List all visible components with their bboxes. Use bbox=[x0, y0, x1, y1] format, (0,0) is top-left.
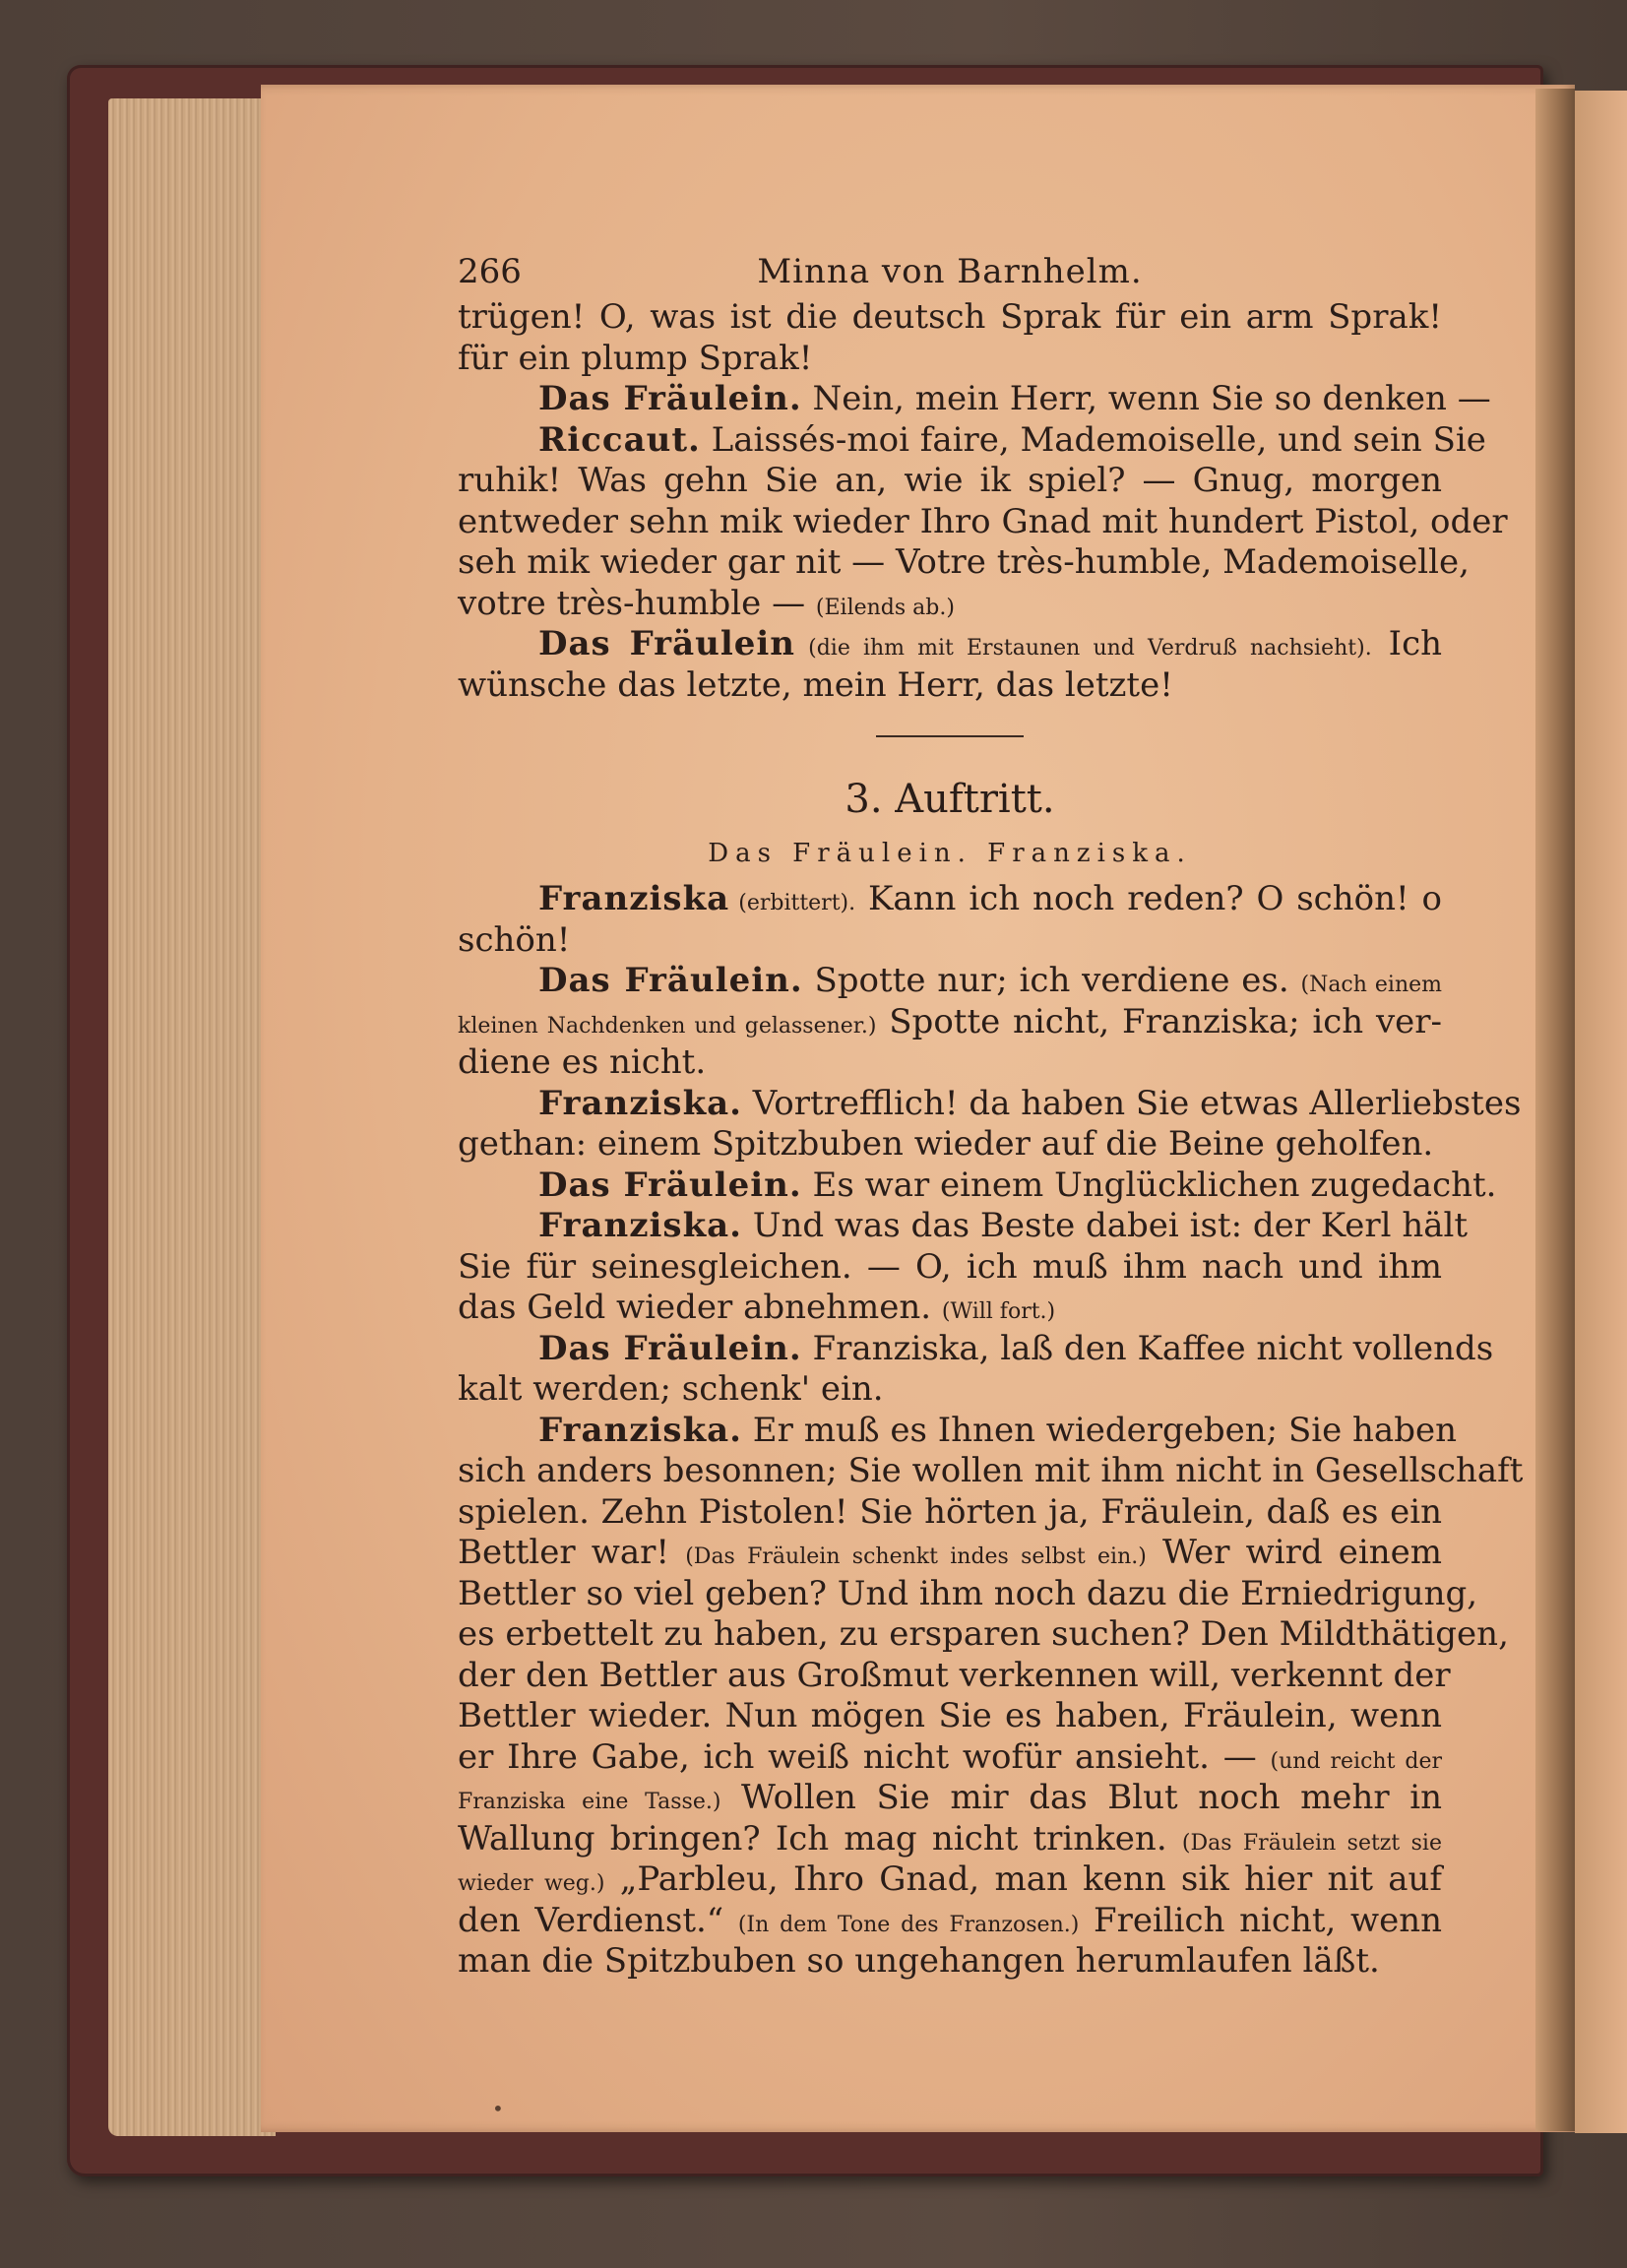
line-text: entweder sehn mik wieder Ihro Gnad mit hundert Pistol, oder bbox=[458, 501, 1508, 541]
line-text: Bettler wieder. Nun mögen Sie es haben, Fräulein, wenn bbox=[458, 1696, 1442, 1735]
stage-direction: kleinen Nachdenken und gelassener.) bbox=[458, 1013, 877, 1039]
line-text: Spotte nicht, Franziska; ich ver- bbox=[876, 1001, 1443, 1041]
speaker-name: Riccaut. bbox=[538, 419, 701, 460]
speaker-name: Das Fräulein. bbox=[538, 379, 802, 418]
book-gutter bbox=[1535, 89, 1575, 2131]
stage-direction: wieder weg.) bbox=[458, 1871, 605, 1896]
text-line bbox=[458, 1819, 1442, 1860]
dialogue-before-scene bbox=[458, 297, 1508, 706]
line-text: Freilich nicht, wenn bbox=[1079, 1900, 1442, 1940]
section-divider bbox=[876, 735, 1024, 737]
text-line bbox=[458, 665, 1442, 707]
text-line bbox=[458, 1451, 1524, 1492]
line-text: er Ihre Gabe, ich weiß nicht wofür ansieht. — bbox=[458, 1736, 1271, 1777]
text-line bbox=[458, 584, 1442, 625]
text-line bbox=[458, 1369, 1442, 1411]
speaker-name: Franziska bbox=[538, 879, 730, 918]
line-text: votre très-humble — bbox=[458, 583, 816, 623]
line-text: Vortrefflich! da haben Sie etwas Allerliebstes bbox=[742, 1083, 1522, 1123]
line-text: Er muß es Ihnen wiedergeben; Sie haben bbox=[742, 1410, 1457, 1450]
text-line bbox=[458, 1778, 1442, 1819]
text-line bbox=[458, 379, 1491, 420]
line-text: für ein plump Sprak! bbox=[458, 338, 813, 378]
text-line bbox=[458, 1124, 1442, 1166]
text-line bbox=[458, 1042, 1442, 1084]
line-text: spielen. Zehn Pistolen! Sie hörten ja, Fräulein, daß es ein bbox=[458, 1491, 1442, 1532]
text-line bbox=[458, 297, 1442, 339]
running-title: Minna von Barnhelm. bbox=[757, 252, 1143, 291]
line-text: ruhik! Was gehn Sie an, wie ik spiel? — Gnug, morgen bbox=[458, 461, 1442, 500]
line-text: Wollen Sie mir das Blut noch mehr in bbox=[720, 1778, 1443, 1817]
line-text: seh mik wieder gar nit — Votre très-humble, Mademoiselle, bbox=[458, 542, 1470, 582]
line-text: es erbettelt zu haben, zu ersparen suchen? Den Mildthätigen, bbox=[458, 1614, 1509, 1654]
line-text: Es war einem Unglücklichen zugedacht. bbox=[801, 1165, 1497, 1205]
stage-direction: (und reicht der bbox=[1270, 1748, 1442, 1774]
line-text: gethan: einem Spitzbuben wieder auf die Beine geholfen. bbox=[458, 1124, 1434, 1164]
line-text: Laissés-moi faire, Mademoiselle, und sein Sie bbox=[700, 419, 1486, 460]
line-text: „Parbleu, Ihro Gnad, man kenn sik hier nit auf bbox=[604, 1859, 1443, 1899]
text-line bbox=[458, 879, 1442, 920]
line-text: Kann ich noch reden? O schön! o bbox=[855, 879, 1442, 918]
page-edges bbox=[108, 98, 276, 2136]
text-line bbox=[458, 1696, 1442, 1737]
text-line bbox=[458, 1206, 1469, 1247]
speaker-name: Franziska. bbox=[538, 1206, 742, 1245]
line-text: Nein, mein Herr, wenn Sie so denken — bbox=[801, 379, 1491, 418]
stage-direction: (Eilends ab.) bbox=[815, 595, 955, 620]
text-line bbox=[458, 624, 1442, 665]
speaker-name: Franziska. bbox=[538, 1083, 742, 1123]
line-text: kalt werden; schenk' ein. bbox=[458, 1369, 884, 1409]
running-head bbox=[458, 246, 1442, 297]
text-line bbox=[458, 1614, 1509, 1656]
stage-direction: Franziska eine Tasse.) bbox=[458, 1790, 721, 1814]
line-text: Und was das Beste dabei ist: der Kerl hält bbox=[742, 1206, 1469, 1245]
speaker-name: Das Fräulein. bbox=[538, 961, 803, 1000]
text-line bbox=[458, 1002, 1442, 1043]
text-line bbox=[458, 1737, 1442, 1779]
line-text: Wer wird einem bbox=[1146, 1533, 1442, 1572]
scene-title: 3. Auftritt. bbox=[845, 777, 1055, 822]
stage-direction: (Will fort.) bbox=[941, 1299, 1056, 1324]
text-line bbox=[458, 1083, 1522, 1125]
stage-direction: (Das Fräulein setzt sie bbox=[1181, 1830, 1442, 1856]
text-line bbox=[458, 961, 1442, 1002]
text-line bbox=[458, 920, 1442, 962]
dialogue-after-scene bbox=[458, 879, 1524, 1983]
text-line bbox=[458, 1165, 1497, 1207]
text-line bbox=[458, 1247, 1442, 1289]
line-text: Ich bbox=[1371, 624, 1443, 663]
text-line bbox=[458, 1533, 1442, 1574]
stage-direction: (In dem Tone des Franzosen.) bbox=[737, 1912, 1080, 1937]
text-line bbox=[458, 1410, 1457, 1452]
stage-direction: (die ihm mit Erstaunen und Verdruß nachsieht). bbox=[795, 636, 1372, 661]
text-line bbox=[458, 1328, 1494, 1370]
line-text: Sie für seinesgleichen. — O, ich muß ihm nach und ihm bbox=[458, 1246, 1442, 1287]
text-line bbox=[458, 419, 1486, 462]
page-text bbox=[458, 246, 1524, 1983]
stage-direction: (erbittert). bbox=[729, 891, 856, 915]
text-line bbox=[458, 501, 1508, 543]
speaker-name: Das Fräulein. bbox=[538, 1165, 802, 1205]
line-text: wünsche das letzte, mein Herr, das letzte! bbox=[458, 664, 1173, 705]
text-line bbox=[458, 461, 1442, 502]
line-text: diene es nicht. bbox=[458, 1042, 707, 1082]
scene-cast: Das Fräulein. Franziska. bbox=[708, 839, 1192, 868]
line-text: den Verdienst.“ bbox=[458, 1900, 738, 1940]
line-text: Wallung bringen? Ich mag nicht trinken. bbox=[458, 1818, 1182, 1858]
speaker-name: Das Fräulein bbox=[538, 624, 796, 663]
line-text: schön! bbox=[458, 919, 571, 960]
text-line bbox=[458, 1573, 1478, 1615]
text-line bbox=[458, 1492, 1442, 1534]
line-text: man die Spitzbuben so ungehangen herumlaufen läßt. bbox=[458, 1941, 1380, 1981]
text-line bbox=[458, 1859, 1442, 1901]
text-line bbox=[458, 1941, 1442, 1983]
line-text: Franziska, laß den Kaffee nicht vollends bbox=[801, 1328, 1494, 1368]
line-text: das Geld wieder abnehmen. bbox=[458, 1288, 942, 1327]
page-number: 266 bbox=[458, 252, 522, 291]
stage-direction: (Das Fräulein schenkt indes selbst ein.) bbox=[685, 1544, 1147, 1569]
line-text: sich anders besonnen; Sie wollen mit ihm nicht in Gesellschaft bbox=[458, 1451, 1524, 1490]
stage-direction: (Nach einem bbox=[1300, 973, 1443, 997]
line-text: Spotte nur; ich verdiene es. bbox=[802, 961, 1301, 1000]
text-line bbox=[458, 542, 1470, 584]
line-text: der den Bettler aus Großmut verkennen will, verkennt der bbox=[458, 1655, 1451, 1695]
line-text: Bettler war! bbox=[458, 1533, 686, 1572]
text-line bbox=[458, 1288, 1442, 1329]
text-line bbox=[458, 1901, 1442, 1942]
text-line bbox=[458, 339, 1442, 380]
line-text: trügen! O, was ist die deutsch Sprak für ein arm Sprak! bbox=[458, 297, 1442, 337]
footer-mark: • bbox=[492, 2097, 504, 2120]
speaker-name: Franziska. bbox=[538, 1410, 742, 1450]
line-text: Bettler so viel geben? Und ihm noch dazu die Erniedrigung, bbox=[458, 1573, 1478, 1613]
text-line bbox=[458, 1655, 1451, 1697]
facing-page-edge bbox=[1575, 91, 1627, 2133]
speaker-name: Das Fräulein. bbox=[538, 1328, 802, 1368]
